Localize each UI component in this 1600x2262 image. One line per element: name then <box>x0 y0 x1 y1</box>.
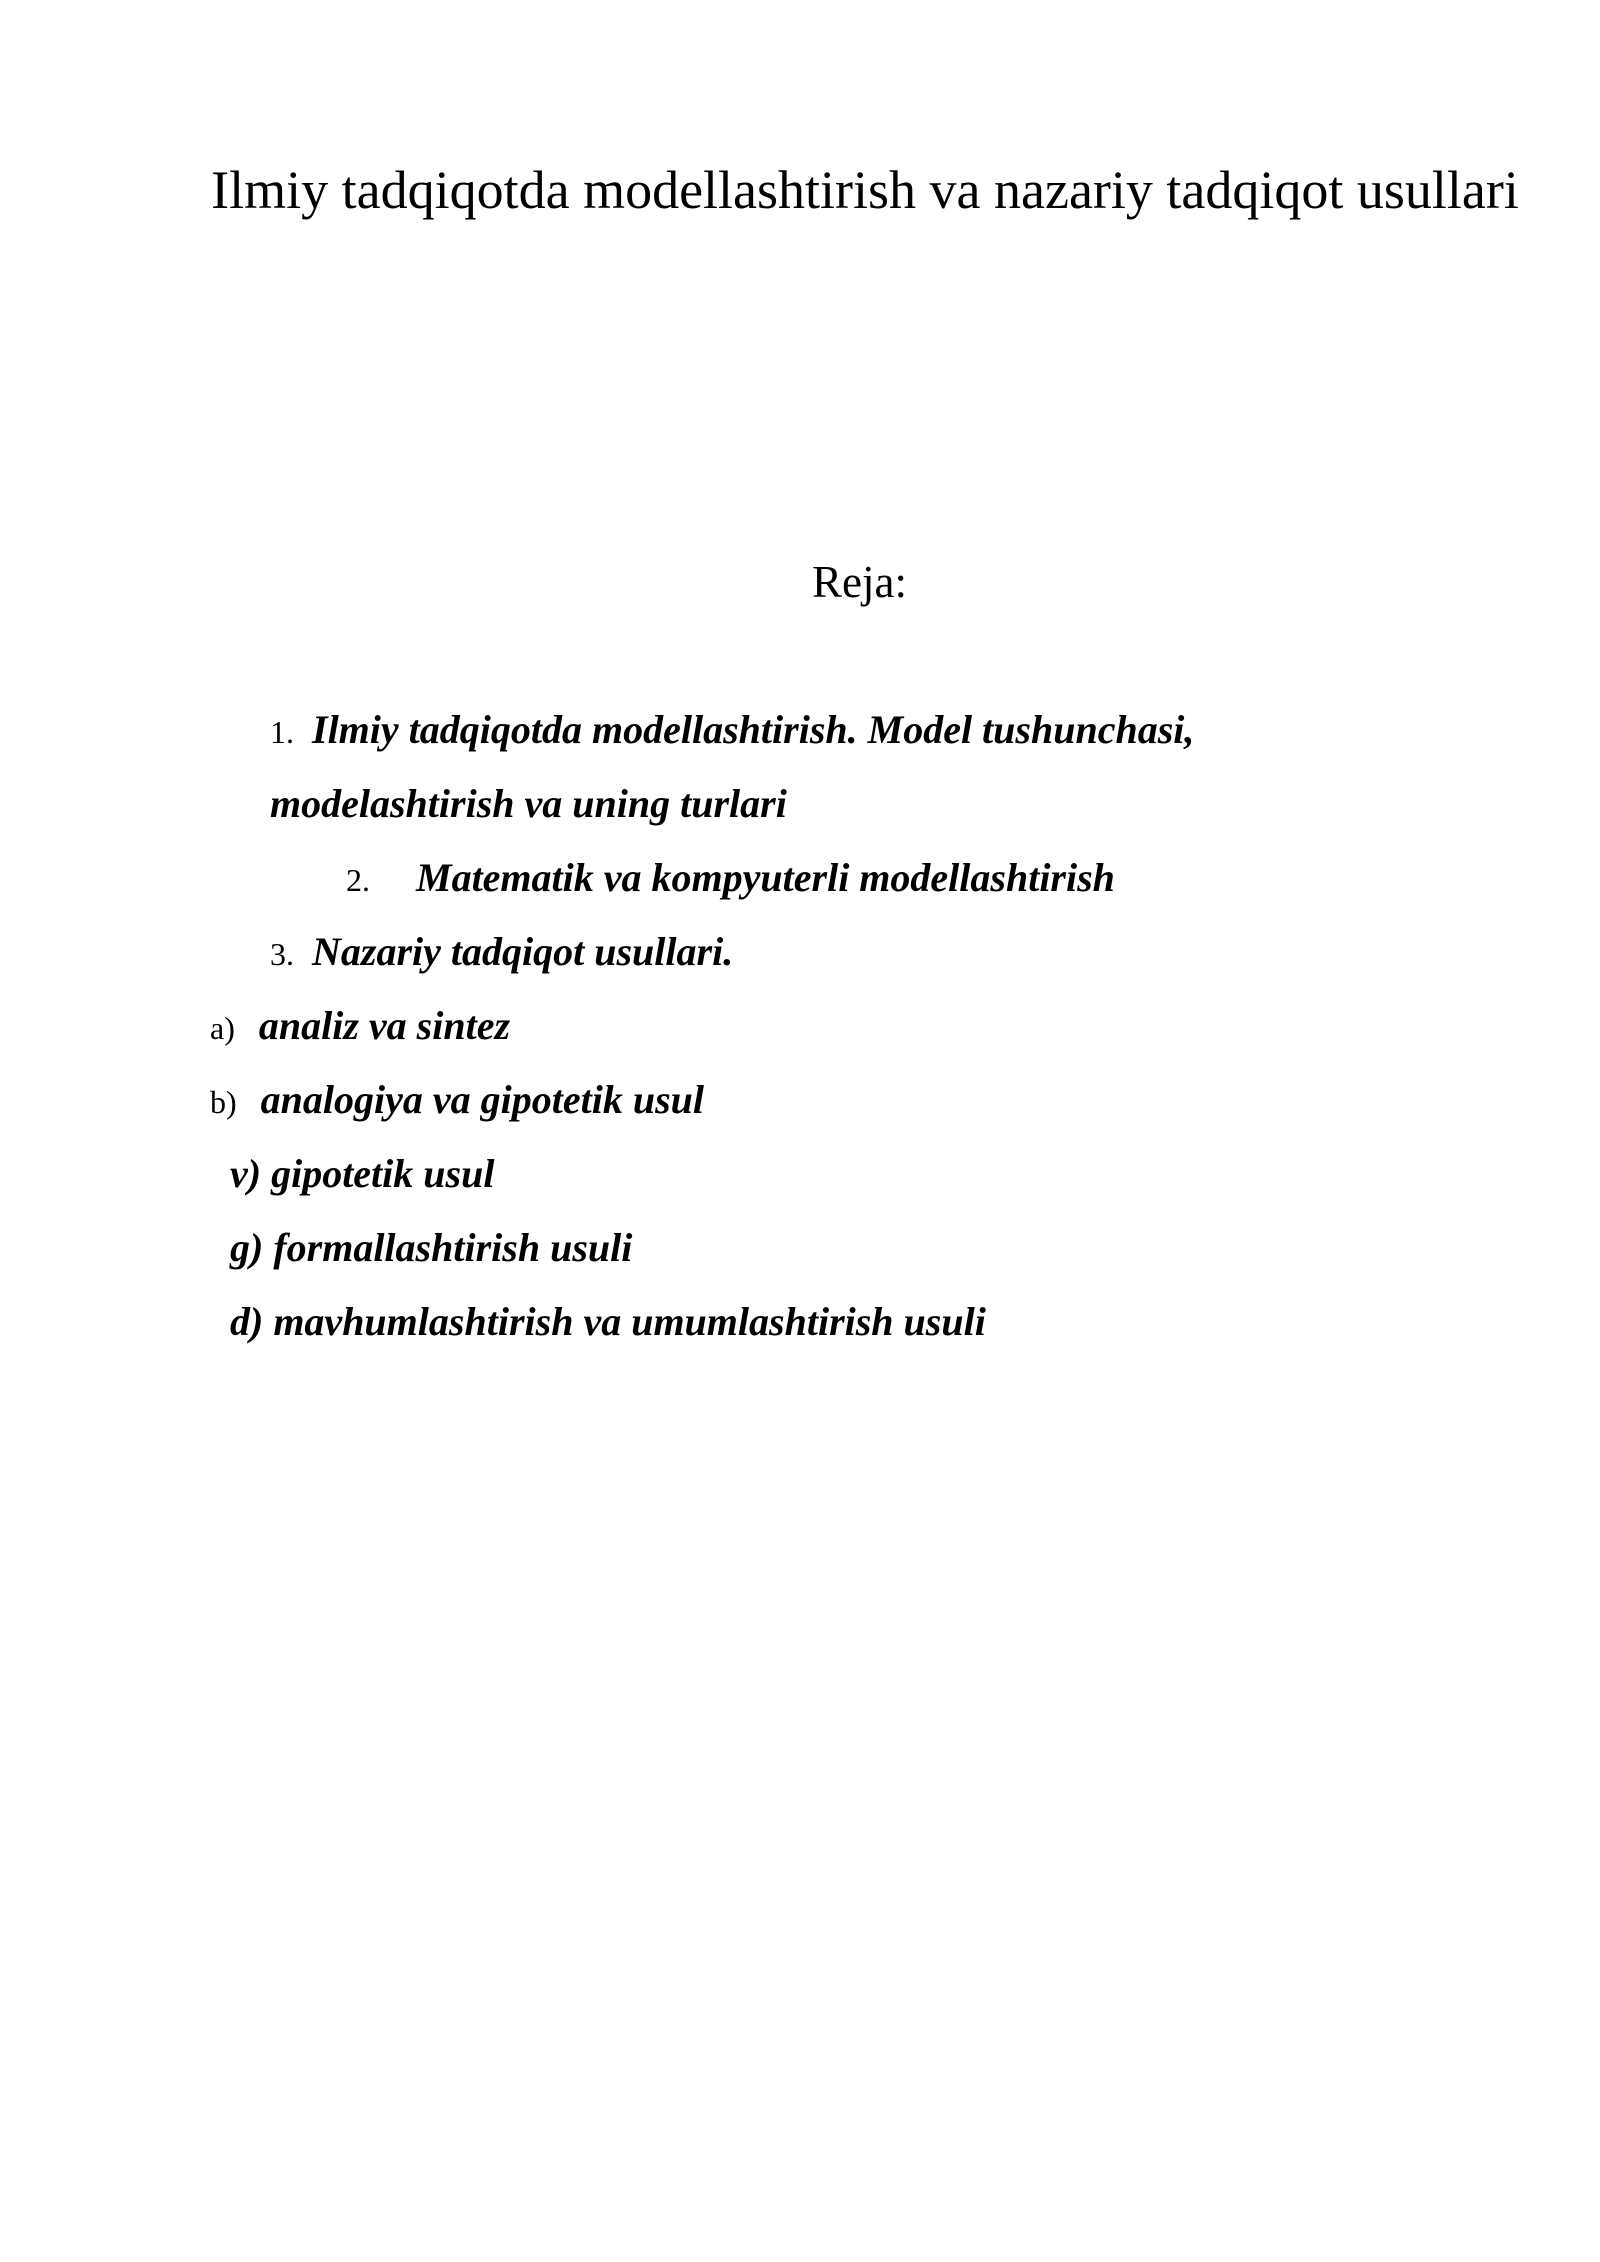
plan-item-1 <box>270 705 1194 757</box>
plan-item-1-text-line-2: modelashtirish va uning turlari <box>270 781 787 826</box>
plan-subitem-g-text: g) formallashtirish usuli <box>230 1225 633 1270</box>
document-title: Ilmiy tadqiqotda modellashtirish va nazariy tadqiqot usullari <box>211 160 1519 220</box>
plan-item-2 <box>346 853 1115 905</box>
plan-item-3 <box>270 927 733 979</box>
plan-item-2-number: 2. <box>346 862 370 898</box>
plan-subitem-g <box>230 1223 632 1273</box>
plan-item-2-text: Matematik va kompyuterli modellashtirish <box>416 855 1115 900</box>
plan-item-3-number: 3. <box>270 936 294 972</box>
plan-subitem-v <box>230 1149 494 1199</box>
plan-subitem-b <box>210 1075 704 1127</box>
plan-subitem-v-text: v) gipotetik usul <box>230 1151 495 1196</box>
plan-subitem-d-text: d) mavhumlashtirish va umumlashtirish usuli <box>230 1299 986 1344</box>
plan-item-1-continuation <box>270 779 787 829</box>
plan-subitem-a <box>210 1001 510 1053</box>
plan-subitem-b-marker: b) <box>210 1084 237 1120</box>
plan-heading: Reja: <box>812 557 907 607</box>
plan-subitem-a-marker: a) <box>210 1010 235 1046</box>
plan-item-1-text-line-1: Ilmiy tadqiqotda modellashtirish. Model tushunchasi, <box>312 707 1195 752</box>
plan-subitem-b-text: analogiya va gipotetik usul <box>260 1077 705 1122</box>
plan-item-3-text: Nazariy tadqiqot usullari. <box>312 929 734 974</box>
plan-subitem-d <box>230 1297 986 1347</box>
plan-item-1-number: 1. <box>270 714 294 750</box>
plan-subitem-a-text: analiz va sintez <box>258 1003 511 1048</box>
